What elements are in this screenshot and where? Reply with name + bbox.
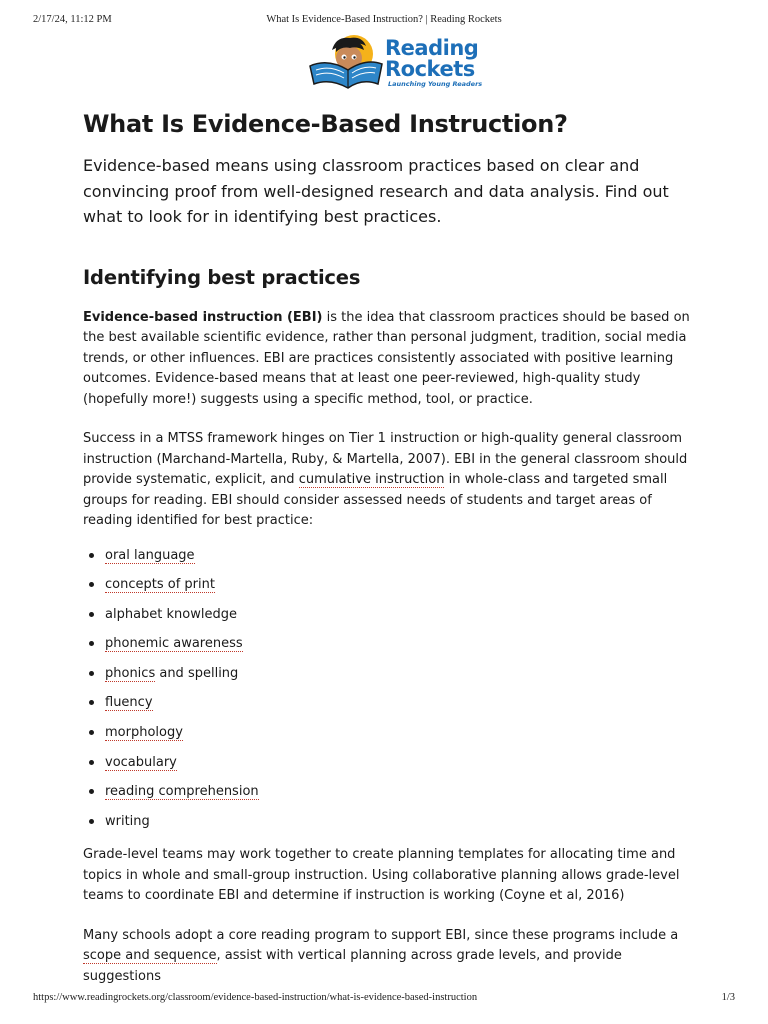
list-item-link[interactable]: oral language — [105, 547, 195, 563]
list-item-text: writing — [105, 813, 150, 829]
list-item — [83, 723, 693, 753]
bullet-icon — [89, 641, 94, 646]
site-logo[interactable] — [306, 32, 482, 94]
bullet-icon — [89, 730, 94, 735]
list-item — [83, 575, 693, 605]
list-item-link[interactable]: vocabulary — [105, 754, 177, 770]
list-item-link[interactable]: morphology — [105, 725, 183, 741]
list-item — [83, 753, 693, 783]
list-item-link[interactable]: concepts of print — [105, 577, 215, 593]
list-item — [83, 634, 693, 664]
bullet-icon — [89, 819, 94, 824]
list-item — [83, 605, 693, 635]
bullet-icon — [89, 612, 94, 617]
logo-word-reading: Reading — [385, 36, 479, 60]
list-item — [83, 812, 693, 842]
list-item-text: and spelling — [155, 665, 239, 681]
reading-rockets-logo-icon — [306, 32, 386, 94]
bullet-icon — [89, 789, 94, 794]
print-page-title: What Is Evidence-Based Instruction? | Reading Rockets — [266, 14, 502, 25]
list-item — [83, 664, 693, 694]
bullet-icon — [89, 582, 94, 587]
list-item-link[interactable]: fluency — [105, 695, 153, 711]
section-heading: Identifying best practices — [83, 265, 361, 289]
print-footer — [33, 992, 735, 1008]
core-program-text-before: Many schools adopt a core reading program to support EBI, since these programs include a — [83, 927, 679, 943]
list-item — [83, 546, 693, 576]
mtss-text-before: Success in a MTSS framework hinges on Tier 1 instruction or high-quality general classroom instruction (Marchand-Martella, Ruby, & Martella, 2007). EBI in the general classroom should provide systematic, explicit, and — [83, 431, 688, 487]
list-item-link[interactable]: reading comprehension — [105, 784, 259, 800]
print-header — [33, 14, 735, 32]
bullet-icon — [89, 700, 94, 705]
bullet-icon — [89, 553, 94, 558]
ebi-term: Evidence-based instruction (EBI) — [83, 309, 323, 325]
list-item — [83, 693, 693, 723]
list-item — [83, 782, 693, 812]
print-page-count: 1/3 — [721, 992, 735, 1003]
paragraph-mtss — [83, 429, 693, 532]
list-item-text: alphabet knowledge — [105, 606, 237, 622]
reading-areas-list — [83, 546, 693, 842]
bullet-icon — [89, 671, 94, 676]
print-datetime: 2/17/24, 11:12 PM — [33, 14, 112, 25]
print-url: https://www.readingrockets.org/classroom/evidence-based-instruction/what-is-evidence-based-instruction — [33, 992, 478, 1003]
logo-word-rockets: Rockets — [385, 57, 475, 81]
bullet-icon — [89, 760, 94, 765]
article-title: What Is Evidence-Based Instruction? — [83, 110, 568, 138]
ebi-definition-text: is the idea that classroom practices should be based on the best available scientific evidence, rather than personal judgment, tradition, social media trends, or other influences. EBI are practices consistently associated with positive learning outcomes. Evidence-based means that at least one peer-reviewed, high-quality study (hopefully more!) suggests using a specific method, tool, or practice. — [83, 309, 690, 407]
cumulative-instruction-link[interactable]: cumulative instruction — [298, 472, 445, 487]
scope-and-sequence-link[interactable]: scope and sequence — [83, 948, 217, 964]
core-program-text-after: , assist with vertical planning across grade levels, and provide suggestions — [83, 948, 622, 984]
logo-tagline: Launching Young Readers — [388, 80, 483, 88]
article — [83, 108, 693, 987]
paragraph-core-program — [83, 926, 693, 988]
paragraph-grade-level-teams: Grade-level teams may work together to create planning templates for allocating time and topics in whole and small-group instruction. Using collaborative planning allows grade-level teams to coordinate EBI and determine if instruction is working (Coyne et al, 2016) — [83, 847, 680, 904]
mtss-text-after: in whole-class and targeted small groups for reading. EBI should consider assessed needs of students and target areas of reading identified for best practice: — [83, 472, 668, 528]
article-intro: Evidence-based means using classroom practices based on clear and convincing proof from well-designed research and data analysis. Find out what to look for in identifying best practices. — [83, 156, 669, 226]
paragraph-ebi-definition — [83, 308, 693, 411]
list-item-link[interactable]: phonics — [105, 665, 156, 681]
list-item-link[interactable]: phonemic awareness — [105, 636, 243, 652]
